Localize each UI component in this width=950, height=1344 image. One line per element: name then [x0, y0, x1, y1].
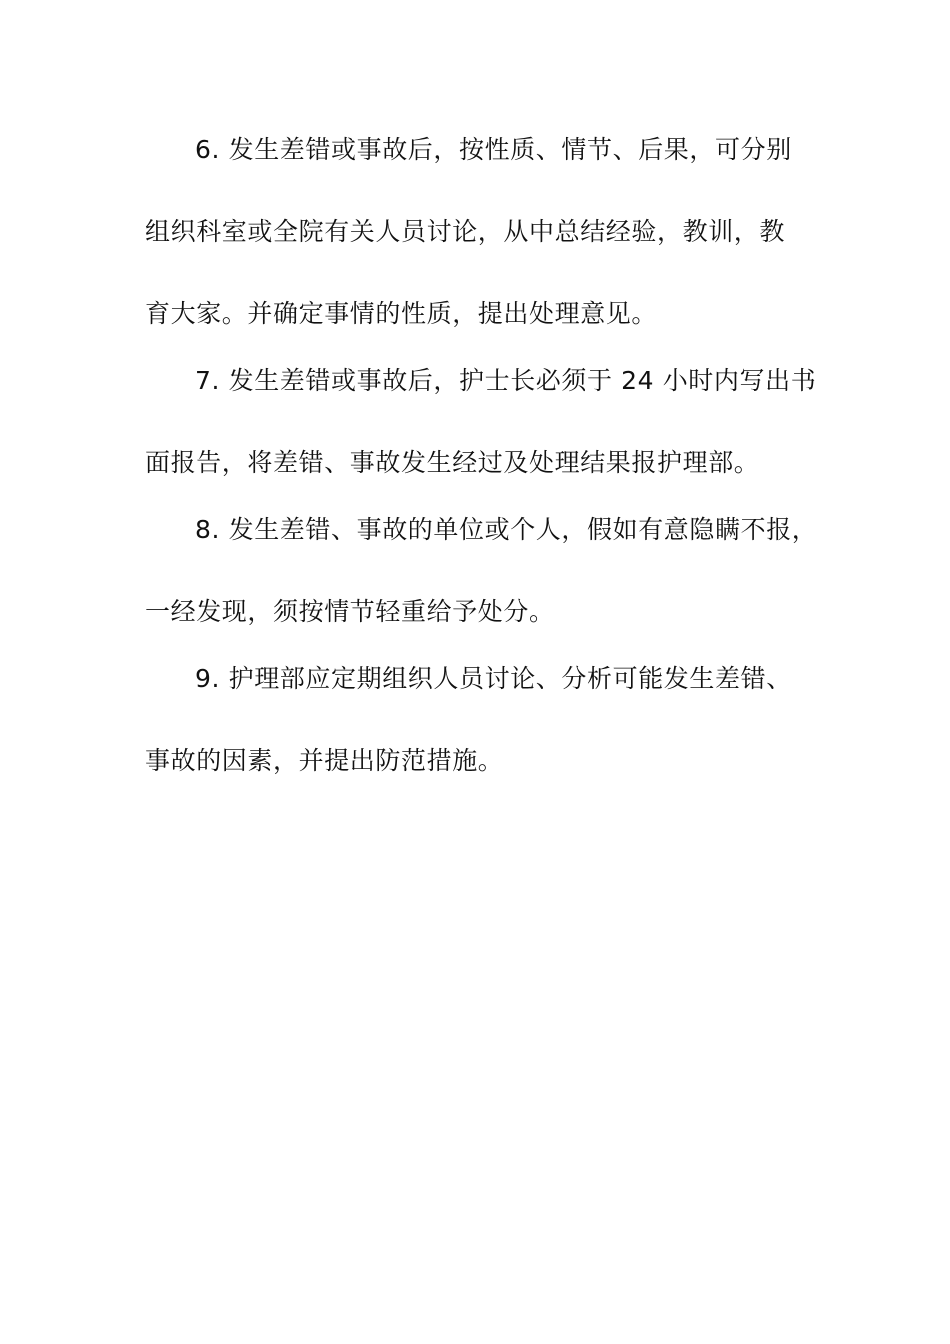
text-line: 7. 发生差错或事故后，护士长必须于 24 小时内写出书: [195, 366, 817, 395]
text-line: 8. 发生差错、事故的单位或个人，假如有意隐瞒不报，: [195, 515, 818, 544]
text-line: 事故的因素，并提出防范措施。: [145, 746, 504, 775]
text-line: 育大家。并确定事情的性质，提出处理意见。: [145, 299, 658, 328]
text-line: 9. 护理部应定期组织人员讨论、分析可能发生差错、: [195, 664, 792, 693]
text-line: 6. 发生差错或事故后，按性质、情节、后果，可分别: [195, 135, 792, 164]
text-line: 一经发现，须按情节轻重给予处分。: [145, 597, 555, 626]
text-line: 面报告，将差错、事故发生经过及处理结果报护理部。: [145, 448, 760, 477]
text-line: 组织科室或全院有关人员讨论，从中总结经验，教训，教: [145, 217, 786, 246]
